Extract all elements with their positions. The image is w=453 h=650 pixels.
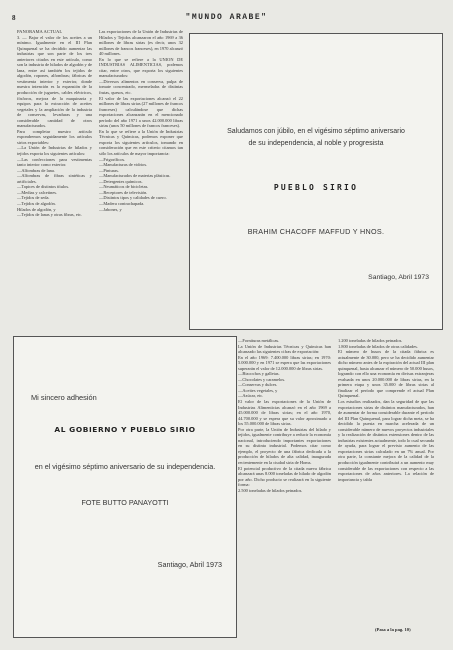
greeting-advertisement-panayotti bbox=[13, 336, 237, 638]
article-column-4: 1.200 toneladas de hilados peinados. 1.800 toneladas de hilados de otras calidades. El número de husos de la citada fábrica es actualmente de 30.000, pero se ha decidido aumentar dicho número antes de la expiración del actual III plan quinquenal, hasta alcanzar el número de 50.000 husos, logrando con ello una economía en divisas extranjeras evaluada en unos 20.000.000 de libras sirias, en la primera etapa y unos 35.000 de libras sirias al finalizar el período que comprende el actual Plan Quinquenal. Los estudios realizados, dan la seguridad de que las exportaciones sirias de distintos manufacturados, han de aumentar de forma considerable durante el período del III Plan Quinquenal, para lograr dicha meta, se ha decidido la puesta en marcha acelerada de un considerable número de nuevos proyectos industriales y la realización de distintos extensiones dentro de las industrias existentes actualmente, todo lo cual secunda de ayuda, para lograr el previsto aumento de las exportaciones sirias calculado en un 7% anual. Por otra parte, la constante mejora de la calidad de la producción igualmente contribuirá a un aumento muy considerable de las exportaciones con respecto a las exportaciones de años anteriores. La relación de importancia y tabla bbox=[338, 338, 434, 482]
article-column-1 bbox=[17, 29, 92, 329]
page-number: 8 bbox=[12, 14, 16, 22]
ad-greeting: Mi sincero adhesión bbox=[31, 393, 97, 402]
article-column-2: Las exportaciones de la Unión de Industrias de Hilados y Tejidos alcanzaron el año 1969 a 36 millones de libras sirias (es decir, unos 32 millones de francos franceses), en 1970 alcanzó 40 millones. En lo que se refiere a la UNION DE INDUSTRIAS ALIMENTICIAS, podemos citar, entre otros, que exporta los siguientes manufacturados: —Diversos alimentos en conserva, pulpa de tomate concentrado, mermeladas de distintas frutas, quesos, etc. El valor de las exportaciones alcanzó el 22 millones de libras sirias (27 millones de francos franceses) calculándose que dichas exportaciones alcanzarán en el mencionado período del año 1971 a unos 42.000.000 libras sirias (unos 50 millones de francos franceses). En lo que se refiere a la Unión de Industrias Técnicas y Químicas, podemos exponer que exporta los siguientes artículos, tomando en consideración que en este criterio citamos tan sólo los artículos de mayor importancia: —Frigoríficos. —Manufacturas de vidrios. —Pinturas. —Manufacturados de materias plásticas. —Detergentes químicos. —Neumáticos de bicicletas. —Receptores de televisión. —Distintos tipos y calidades de cuero. —Madera contrachapada. —Jabones, y bbox=[99, 29, 183, 212]
ad-sponsor-name: FOTE BUTTO PANAYOTTI bbox=[81, 498, 169, 507]
ad-occasion: en el vigésimo séptimo aniversario de su independencia. bbox=[34, 462, 216, 471]
magazine-title: "MUNDO ARABE" bbox=[185, 13, 268, 22]
article-column-1-text: 3. — Bajar el valor de los aceites a un mínimo. Igualmente en el III Plan Quinquenal se ha decidido aumentar las industrias que son parte de los tres anteriores citados en este artículo, como son la industria de hilados de algodón y de lana, entre así también los tejidos de algodón, ropones, alfombras; fábricas de vestimenta interior y exterior, donde nuestra intención es la expansión de la producción de juguetes, cables eléctricos, fósforos, mejora de la maquinaria y equipos para la extracción de aceites vegetales y la ampliación de la industria de conservas, levaduras y una considerable cantidad de otros manufacturados. Para completar nuestro artículo expondremos seguidamente los artículos sirios exportables: —La Unión de Industrias de hilados y tejidos exporta los siguientes artículos: —Las confecciones para vestimentas tanto interior como exterior. —Alfombras de lana. —Alfombras de fibras sintéticas y artificiales. —Tapices de distintos títulos. —Medias y calcetines. —Tejidos de seda. —Tejidos de algodón. Hilados de algodón, y —Tejidos de lanas y otras fibras, etc. bbox=[17, 34, 92, 218]
article-column-3: —Fornituras metálicas. La Unión de Industrias Técnicas y Químicas han alcanzado las siguientes cifras de exportación: En el año 1969: 7.400.000 libras sirias; en 1970: 5.000.000 y en 1971 se espera que las exportaciones superarán el valor de 12.000.000 de libras sirias. —Bizcochos y galletas. —Chocolates y caramelos. —Conservas y dulces. —Aceites vegetales, y —Azúcar, etc. El valor de las exportaciones de la Unión de Industrias Alimenticias alcanzó en el año 1969 a 45.000.000 de libras sirias; en el año 1970, 44.700.000 y se espera que su valor aproximado a los 55.000.000 de libras sirias. Por otra parte, la Unión de Industrias del hilado y tejidos, igualmente contribuye a reducir la economía nacional, introduciendo importantes exportaciones en su distinta industrial. Podemos citar como ejemplo, el proyecto de una fábrica dedicada a la producción de hilados de alta calidad, inaugurada recientemente en la ciudad siria de Homs. El potencial productivo de la citada nueva fábrica alcanzará unas 8.000 toneladas de hilado de algodón por año. Dicho producto se realizará en la siguiente forma: 2.500 toneladas de hilados peinados. bbox=[238, 338, 331, 493]
ad-sponsor-name: BRAHIM CHACOFF MAFFUD Y HNOS. bbox=[247, 227, 385, 236]
ad-recipient-heading: AL GOBIERNO Y PUEBLO SIRIO bbox=[54, 425, 196, 434]
ad-people-heading: PUEBLO SIRIO bbox=[273, 183, 359, 192]
greeting-advertisement-chacoff bbox=[189, 33, 443, 330]
ad-greeting-line-1: Saludamos con júbilo, en el vigésimo séptimo aniversario bbox=[227, 128, 405, 135]
section-title: PANORAMA ACTUAL bbox=[17, 29, 63, 34]
ad-place-date: Santiago, Abril 1973 bbox=[368, 274, 429, 281]
continued-on-page-note: (Pasa a la pag. 10) bbox=[375, 627, 411, 632]
ad-greeting-line-2: de su independencia, al noble y progresista bbox=[248, 140, 384, 147]
ad-place-date: Santiago, Abril 1973 bbox=[157, 560, 222, 569]
